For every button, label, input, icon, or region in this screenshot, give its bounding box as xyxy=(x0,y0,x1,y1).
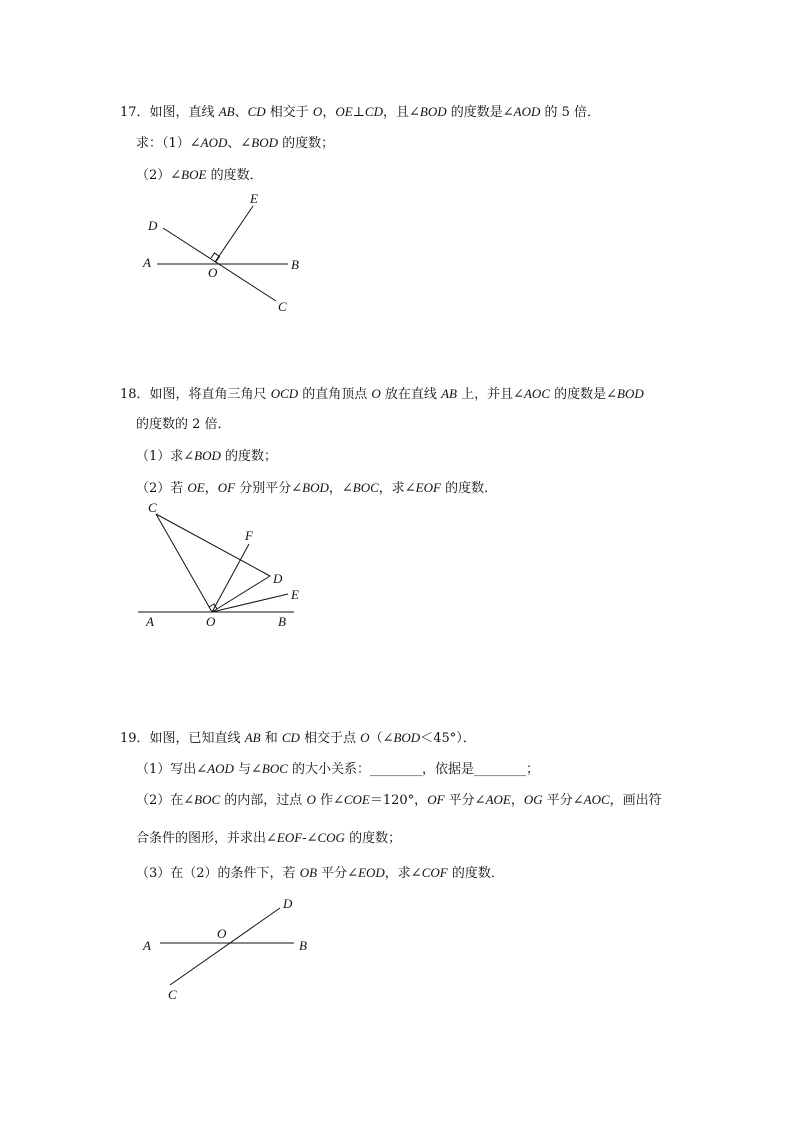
math-variable: AOD xyxy=(200,135,228,150)
problem-18-number: 18． xyxy=(120,387,150,402)
math-variable: AOC xyxy=(523,386,550,401)
fig19-label-c: C xyxy=(168,987,177,1002)
problem-18-question-2: （2）若 OE，OF 分别平分∠BOD，∠BOC，求∠EOF 的度数． xyxy=(136,480,498,496)
problem-17-question-1: 求：（1）∠AOD、∠BOD 的度数； xyxy=(136,135,335,151)
math-variable: AOD xyxy=(513,104,541,119)
fig18-label-f: F xyxy=(245,528,253,543)
math-variable: BOD xyxy=(393,730,421,745)
fig18-label-a: A xyxy=(146,614,154,629)
math-variable: AB xyxy=(244,730,261,745)
fig18-label-b: B xyxy=(278,614,286,629)
math-variable: OE xyxy=(187,480,205,495)
math-variable: BOD xyxy=(419,104,447,119)
math-variable: CD xyxy=(364,104,383,119)
math-variable: AOE xyxy=(485,792,511,807)
math-variable: EOF xyxy=(276,830,303,845)
problem-19-stem-text: 如图，已知直线 AB 和 CD 相交于点 O（∠BOD＜45°）． xyxy=(149,730,476,746)
fig17-label-a: A xyxy=(143,255,151,270)
math-variable: BOE xyxy=(181,167,207,182)
math-variable: COF xyxy=(421,865,448,880)
math-variable: AOC xyxy=(583,792,610,807)
math-variable: AB xyxy=(218,104,235,119)
math-variable: OB xyxy=(299,865,318,880)
math-variable: OCD xyxy=(270,386,299,401)
math-variable: BOD xyxy=(617,386,644,401)
fig17-label-o: O xyxy=(208,265,218,280)
math-variable: AB xyxy=(441,386,457,401)
math-variable: EOD xyxy=(358,865,385,880)
math-variable: BOD xyxy=(302,480,329,495)
problem-18-stem-text: 如图，将直角三角尺 OCD 的直角顶点 O 放在直线 AB 上，并且∠AOC 的度数是∠BOD xyxy=(149,386,644,402)
problem-19-question-2-cont: 合条件的图形，并求出∠EOF-∠COG 的度数； xyxy=(136,830,402,846)
fig17-label-b: B xyxy=(291,257,299,272)
fig17-label-c: C xyxy=(278,299,287,314)
math-variable: COE xyxy=(343,792,370,807)
fig17-label-e: E xyxy=(250,191,258,206)
math-variable: CD xyxy=(247,104,266,119)
math-variable: BOD xyxy=(251,135,279,150)
math-variable: CD xyxy=(281,730,300,745)
problem-18-stem-cont: 的度数的 2 倍． xyxy=(136,417,231,432)
math-variable: COG xyxy=(317,830,345,845)
fig18-label-e: E xyxy=(291,587,299,602)
fig18-label-c: C xyxy=(148,500,157,515)
problem-19-question-1: （1）写出∠AOD 与∠BOC 的大小关系：________，依据是________； xyxy=(136,761,540,777)
math-variable: O xyxy=(312,104,323,119)
fig18-label-o: O xyxy=(206,614,216,629)
problem-17-stem-text: 如图，直线 AB、CD 相交于 O，OE⊥CD，且∠BOD 的度数是∠AOD 的 5 倍． xyxy=(149,104,601,120)
fig19-label-b: B xyxy=(299,938,307,953)
math-variable: O xyxy=(360,730,370,745)
math-variable: OG xyxy=(523,792,543,807)
math-variable: AOD xyxy=(207,761,234,776)
math-variable: OE xyxy=(335,104,353,119)
math-variable: OF xyxy=(427,792,445,807)
fig18-label-d: D xyxy=(273,571,283,586)
math-variable: BOC xyxy=(194,792,221,807)
problem-17-number: 17． xyxy=(120,105,150,120)
math-variable: BOD xyxy=(194,448,221,463)
fig19-line-cd xyxy=(170,908,280,985)
problem-17-question-2: （2）∠BOE 的度数． xyxy=(136,167,263,183)
math-variable: EOF xyxy=(415,480,441,495)
problem-19-number: 19． xyxy=(120,731,150,746)
problem-19-question-2: （2）在∠BOC 的内部，过点 O 作∠COE＝120°，OF 平分∠AOE，OG 平分∠AOC，画出符 xyxy=(136,792,662,808)
problem-19-question-3: （3）在（2）的条件下，若 OB 平分∠EOD，求∠COF 的度数． xyxy=(136,865,504,881)
fig19-label-a: A xyxy=(143,938,151,953)
math-variable: BOC xyxy=(352,480,379,495)
problem-18-question-1: （1）求∠BOD 的度数； xyxy=(136,448,278,464)
math-variable: OF xyxy=(217,480,236,495)
math-variable: O xyxy=(371,386,381,401)
math-variable: O xyxy=(306,792,316,807)
fig19-label-o: O xyxy=(217,926,227,941)
fig19-label-d: D xyxy=(283,896,293,911)
math-variable: BOC xyxy=(261,761,288,776)
fig17-label-d: D xyxy=(148,218,158,233)
